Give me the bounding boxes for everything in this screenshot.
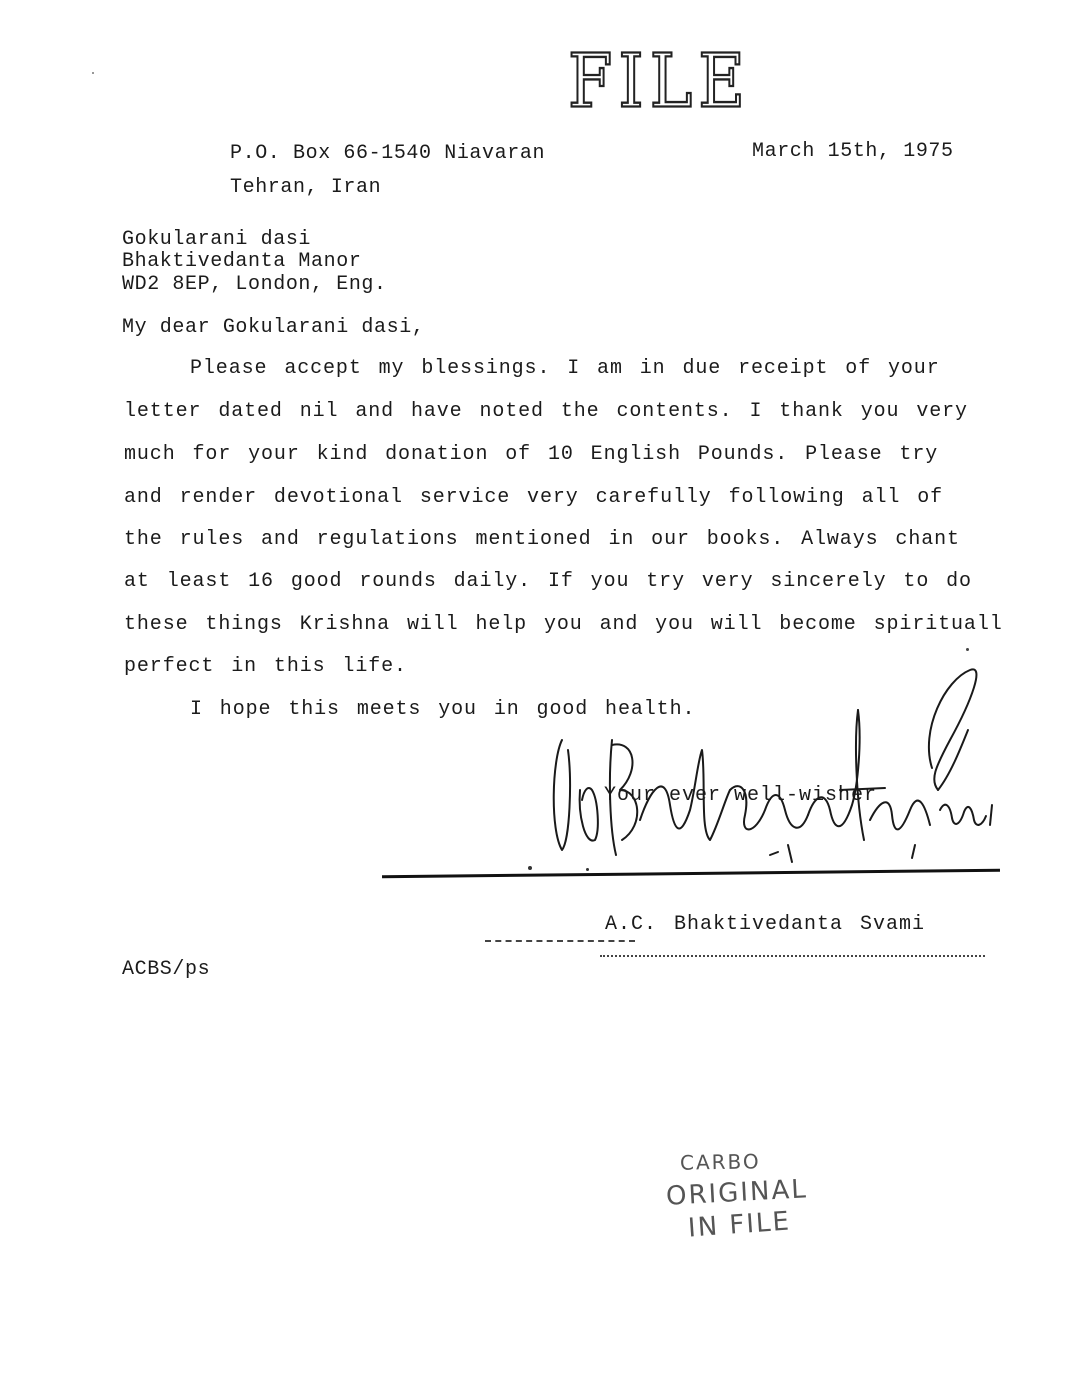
scan-speck [92,72,94,74]
recipient-name: Gokularani dasi [122,228,312,251]
salutation: My dear Gokularani dasi, [122,316,425,339]
scan-artifact-line [485,940,635,942]
valediction: Your ever well-wisher [604,784,878,807]
recipient-address-line2: Bhaktivedanta Manor [122,250,362,273]
carbon-stamp-line2: ORIGINAL [665,1174,809,1212]
letter-date: March 15th, 1975 [752,140,954,163]
carbon-stamp-line3: IN FILE [687,1206,792,1244]
closing-sentence: I hope this meets you in good health. [190,698,696,721]
body-line: and render devotional service very carefully following all of [124,486,944,509]
scan-speck [966,648,969,651]
reference-initials: ACBS/ps [122,958,211,981]
body-line: the rules and regulations mentioned in our books. Always chant [124,528,960,551]
signatory-name: A.C. Bhaktivedanta Svami [605,913,926,936]
body-line: these things Krishna will help you and you will become spirituall [124,613,1003,636]
carbon-stamp-line1: CARBO [679,1149,761,1175]
sender-address-line1: P.O. Box 66-1540 Niavaran [230,142,546,165]
body-line: perfect in this life. [124,655,407,678]
handwritten-signature [540,640,1010,870]
body-line: letter dated nil and have noted the contents. I thank you very [124,400,968,423]
body-line: Please accept my blessings. I am in due receipt of your [190,357,940,380]
file-stamp: FILE [568,40,751,126]
sender-address-line2: Tehran, Iran [230,176,382,199]
ink-dot [528,866,532,870]
body-line: at least 16 good rounds daily. If you try very sincerely to do [124,570,972,593]
scan-artifact-line [600,955,985,957]
ink-dot [586,868,589,871]
recipient-address-line3: WD2 8EP, London, Eng. [122,273,387,296]
signature-line [382,869,1000,878]
body-line: much for your kind donation of 10 English Pounds. Please try [124,443,939,466]
